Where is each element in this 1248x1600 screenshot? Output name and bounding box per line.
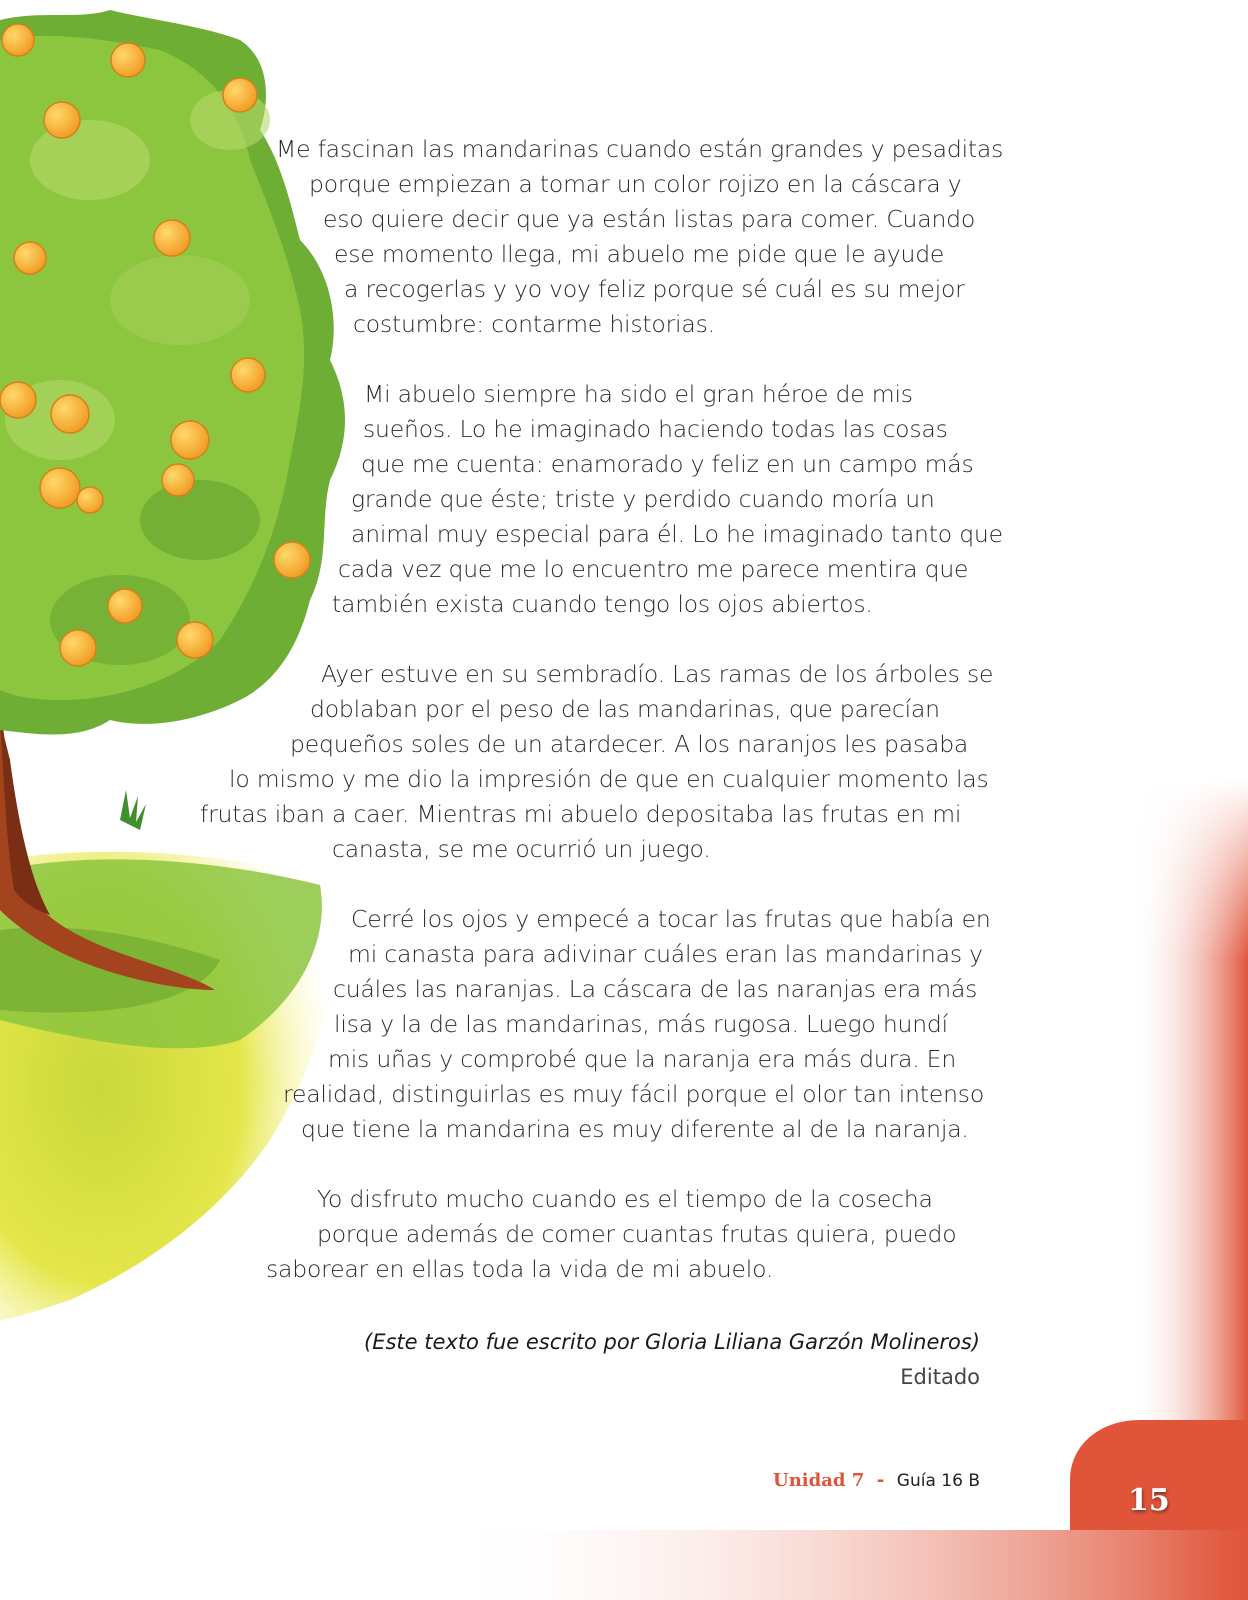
text-line: mi canasta para adivinar cuáles eran las mandarinas y bbox=[348, 940, 983, 968]
text-line: doblaban por el peso de las mandarinas, que parecían bbox=[310, 695, 940, 723]
text-line: lisa y la de las mandarinas, más rugosa. Luego hundí bbox=[334, 1010, 948, 1038]
text-line: mis uñas y comprobé que la naranja era más dura. En bbox=[328, 1045, 957, 1073]
text-line: canasta, se me ocurrió un juego. bbox=[332, 835, 711, 863]
text-line: realidad, distinguirlas es muy fácil porque el olor tan intenso bbox=[283, 1080, 984, 1108]
footer-separator: - bbox=[875, 1470, 886, 1491]
text-line: animal muy especial para él. Lo he imaginado tanto que bbox=[351, 520, 1003, 548]
text-line: saborear en ellas toda la vida de mi abuelo. bbox=[266, 1255, 774, 1283]
text-line: sueños. Lo he imaginado haciendo todas las cosas bbox=[363, 415, 948, 443]
edited-note: Editado bbox=[900, 1365, 980, 1389]
text-line: porque además de comer cuantas frutas quiera, puedo bbox=[317, 1220, 957, 1248]
text-line: porque empiezan a tomar un color rojizo en la cáscara y bbox=[309, 170, 962, 198]
text-line: Ayer estuve en su sembradío. Las ramas de los árboles se bbox=[321, 660, 994, 688]
footer-unit-guide bbox=[773, 1470, 980, 1491]
text-line: Cerré los ojos y empecé a tocar las frutas que había en bbox=[351, 905, 991, 933]
text-line: a recogerlas y yo voy feliz porque sé cuál es su mejor bbox=[344, 275, 965, 303]
text-line: pequeños soles de un atardecer. A los naranjos les pasaba bbox=[290, 730, 969, 758]
text-line: cuáles las naranjas. La cáscara de las naranjas era más bbox=[333, 975, 978, 1003]
text-line: ese momento llega, mi abuelo me pide que le ayude bbox=[334, 240, 945, 268]
author-credit: (Este texto fue escrito por Gloria Liliana Garzón Molineros) bbox=[364, 1330, 980, 1354]
text-line: grande que éste; triste y perdido cuando moría un bbox=[351, 485, 935, 513]
unit-label: Unidad 7 bbox=[773, 1470, 865, 1491]
text-line: Me fascinan las mandarinas cuando están grandes y pesaditas bbox=[276, 135, 1004, 163]
text-line: lo mismo y me dio la impresión de que en cualquier momento las bbox=[229, 765, 989, 793]
text-line: frutas iban a caer. Mientras mi abuelo depositaba las frutas en mi bbox=[200, 800, 962, 828]
text-line: que me cuenta: enamorado y feliz en un campo más bbox=[361, 450, 974, 478]
guide-label: Guía 16 B bbox=[896, 1471, 980, 1491]
page-number: 15 bbox=[1128, 1483, 1170, 1518]
text-line: que tiene la mandarina es muy diferente al de la naranja. bbox=[301, 1115, 969, 1143]
text-line: costumbre: contarme historias. bbox=[353, 310, 715, 338]
grass-hill-illustration bbox=[0, 790, 336, 1320]
text-line: Mi abuelo siempre ha sido el gran héroe de mis bbox=[364, 380, 913, 408]
text-line: cada vez que me lo encuentro me parece mentira que bbox=[338, 555, 969, 583]
text-line: Yo disfruto mucho cuando es el tiempo de la cosecha bbox=[317, 1185, 933, 1213]
text-line: eso quiere decir que ya están listas para comer. Cuando bbox=[323, 205, 976, 233]
text-line: también exista cuando tengo los ojos abiertos. bbox=[332, 590, 873, 618]
